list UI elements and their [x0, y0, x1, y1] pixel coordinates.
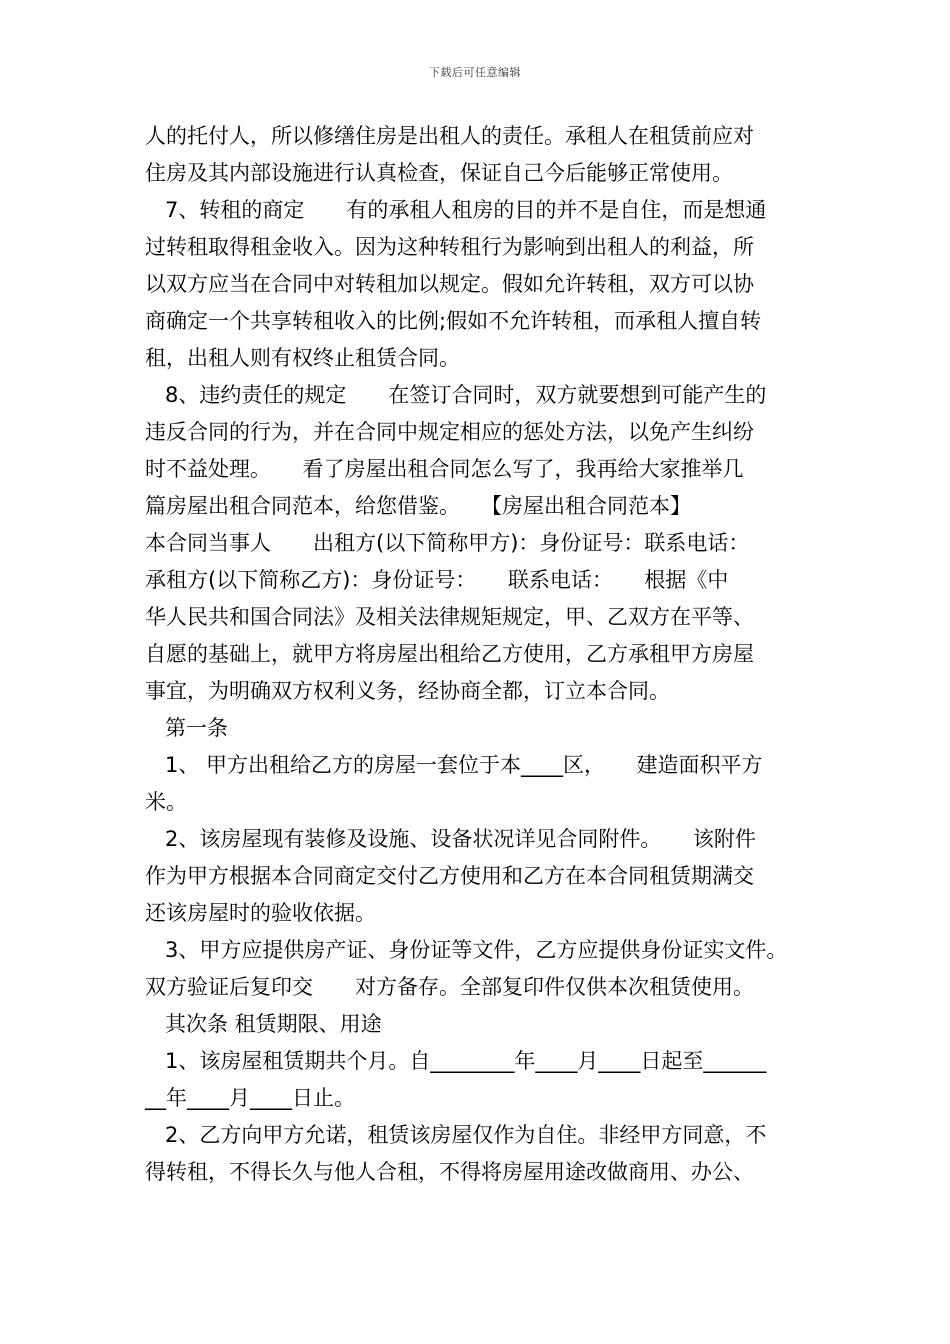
text-line: 作为甲方根据本合同商定交付乙方使用和乙方在本合同租赁期满交	[145, 864, 754, 888]
text-line: 过转租取得租金收入。因为这种转租行为影响到出租人的利益，所	[145, 235, 754, 259]
text-line: 1、该房屋租赁期共个月。自________年____月____日起至______	[165, 1049, 767, 1073]
text-line: 得转租，不得长久与他人合租，不得将房屋用途改做商用、办公、	[145, 1160, 754, 1184]
text-line: 住房及其内部设施进行认真检查，保证自己今后能够正常使用。	[145, 161, 733, 185]
text-line: 2、乙方向甲方允诺，租赁该房屋仅作为自住。非经甲方同意，不	[165, 1123, 767, 1147]
document-body	[145, 118, 813, 1191]
text-line: 7、转租的商定 有的承租人租房的目的并不是自住，而是想通	[165, 198, 767, 222]
text-line: 人的托付人，所以修缮住房是出租人的责任。承租人在租赁前应对	[145, 124, 754, 148]
text-line: 以双方应当在合同中对转租加以规定。假如允许转租，双方可以协	[145, 272, 754, 296]
text-line: 时不益处理。 看了房屋出租合同怎么写了，我再给大家推举几	[145, 457, 744, 481]
text-line: 承租方(以下简称乙方)：身份证号： 联系电话： 根据《中	[145, 568, 729, 592]
text-line: __年____月____日止。	[145, 1086, 355, 1110]
text-line: 米。	[145, 790, 187, 814]
text-line: 8、违约责任的规定 在签订合同时，双方就要想到可能产生的	[165, 383, 767, 407]
text-line: 商确定一个共享转租收入的比例;假如不允许转租，而承租人擅自转	[145, 309, 762, 333]
text-line: 违反合同的行为，并在合同中规定相应的惩处方法，以免产生纠纷	[145, 420, 754, 444]
text-line: 租，出租人则有权终止租赁合同。	[145, 346, 460, 370]
section-heading: 其次条 租赁期限、用途	[165, 1012, 382, 1036]
text-line: 篇房屋出租合同范本，给您借鉴。 【房屋出租合同范本】	[145, 494, 691, 518]
page-header: 下载后可任意编辑	[429, 66, 521, 79]
text-line: 华人民共和国合同法》及相关法律规矩规定，甲、乙双方在平等、	[145, 605, 754, 629]
text-line: 双方验证后复印交 对方备存。全部复印件仅供本次租赁使用。	[145, 975, 754, 999]
text-line: 事宜，为明确双方权利义务，经协商全都，订立本合同。	[145, 679, 670, 703]
section-heading: 第一条	[165, 716, 228, 740]
text-line: 还该房屋时的验收依据。	[145, 901, 376, 925]
text-line: 2、该房屋现有装修及设施、设备状况详见合同附件。 该附件	[165, 827, 756, 851]
text-line: 1、 甲方出租给乙方的房屋一套位于本____区， 建造面积平方	[165, 753, 763, 777]
text-line: 自愿的基础上，就甲方将房屋出租给乙方使用，乙方承租甲方房屋	[145, 642, 754, 666]
text-line: 本合同当事人 出租方(以下简称甲方)：身份证号：联系电话：	[145, 531, 750, 555]
text-line: 3、甲方应提供房产证、身份证等文件，乙方应提供身份证实文件。	[165, 938, 788, 962]
